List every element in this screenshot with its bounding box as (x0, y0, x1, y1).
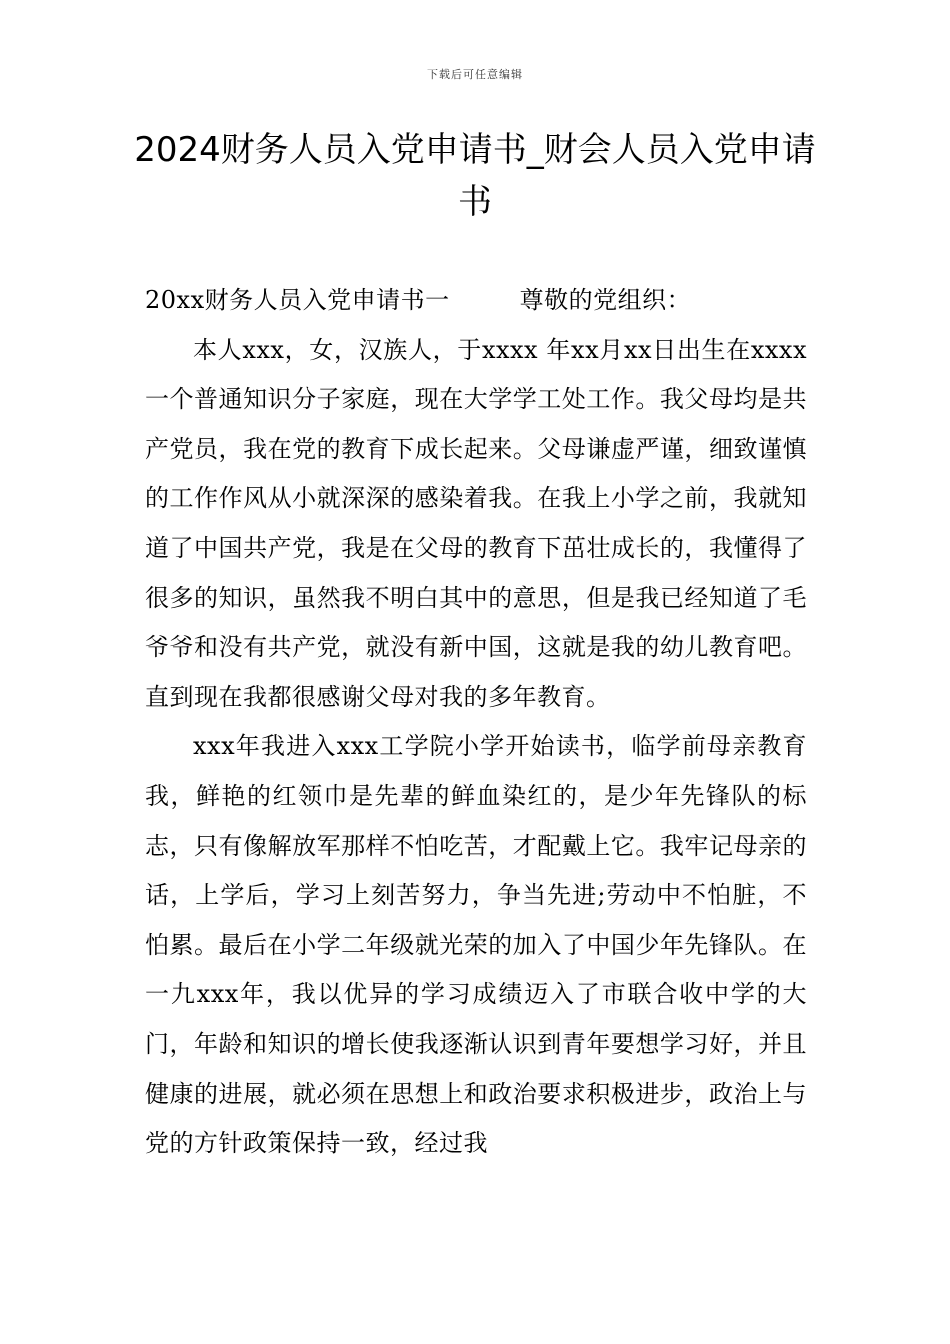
paragraph-1: 本人xxx，女，汉族人，于xxxx 年xx月xx日出生在xxxx一个普通知识分子家庭，现在大学学工处工作。我父母均是共产党员，我在党的教育下成长起来。父母谦虚严谨，细致谨慎的工作作风从小就深深的感染着我。在我上小学之前，我就知道了中国共产党，我是在父母的教育下茁壮成长的，我懂得了很多的知识，虽然我不明白其中的意思，但是我已经知道了毛爷爷和没有共产党，就没有新中国，这就是我的幼儿教育吧。直到现在我都很感谢父母对我的多年教育。 (145, 335, 807, 711)
document-title: 2024财务人员入党申请书_财会人员入党申请书 (134, 130, 816, 222)
document-body (145, 276, 807, 1169)
header-note: 下载后可任意编辑 (427, 68, 523, 81)
spacer (450, 276, 520, 326)
intro-line (145, 276, 807, 326)
paragraph-2: xxx年我进入xxx工学院小学开始读书，临学前母亲教育我，鲜艳的红领巾是先辈的鲜血染红的，是少年先锋队的标志，只有像解放军那样不怕吃苦，才配戴上它。我牢记母亲的话，上学后，学习上刻苦努力，争当先进;劳动中不怕脏，不怕累。最后在小学二年级就光荣的加入了中国少年先锋队。在一九xxx年，我以优异的学习成绩迈入了市联合收中学的大门，年龄和知识的增长使我逐渐认识到青年要想学习好，并且健康的进展，就必须在思想上和政治要求积极进步，政治上与党的方针政策保持一致，经过我 (145, 732, 807, 1158)
intro-heading: 20xx财务人员入党申请书一 (145, 286, 450, 314)
salutation: 尊敬的党组织： (519, 286, 692, 314)
